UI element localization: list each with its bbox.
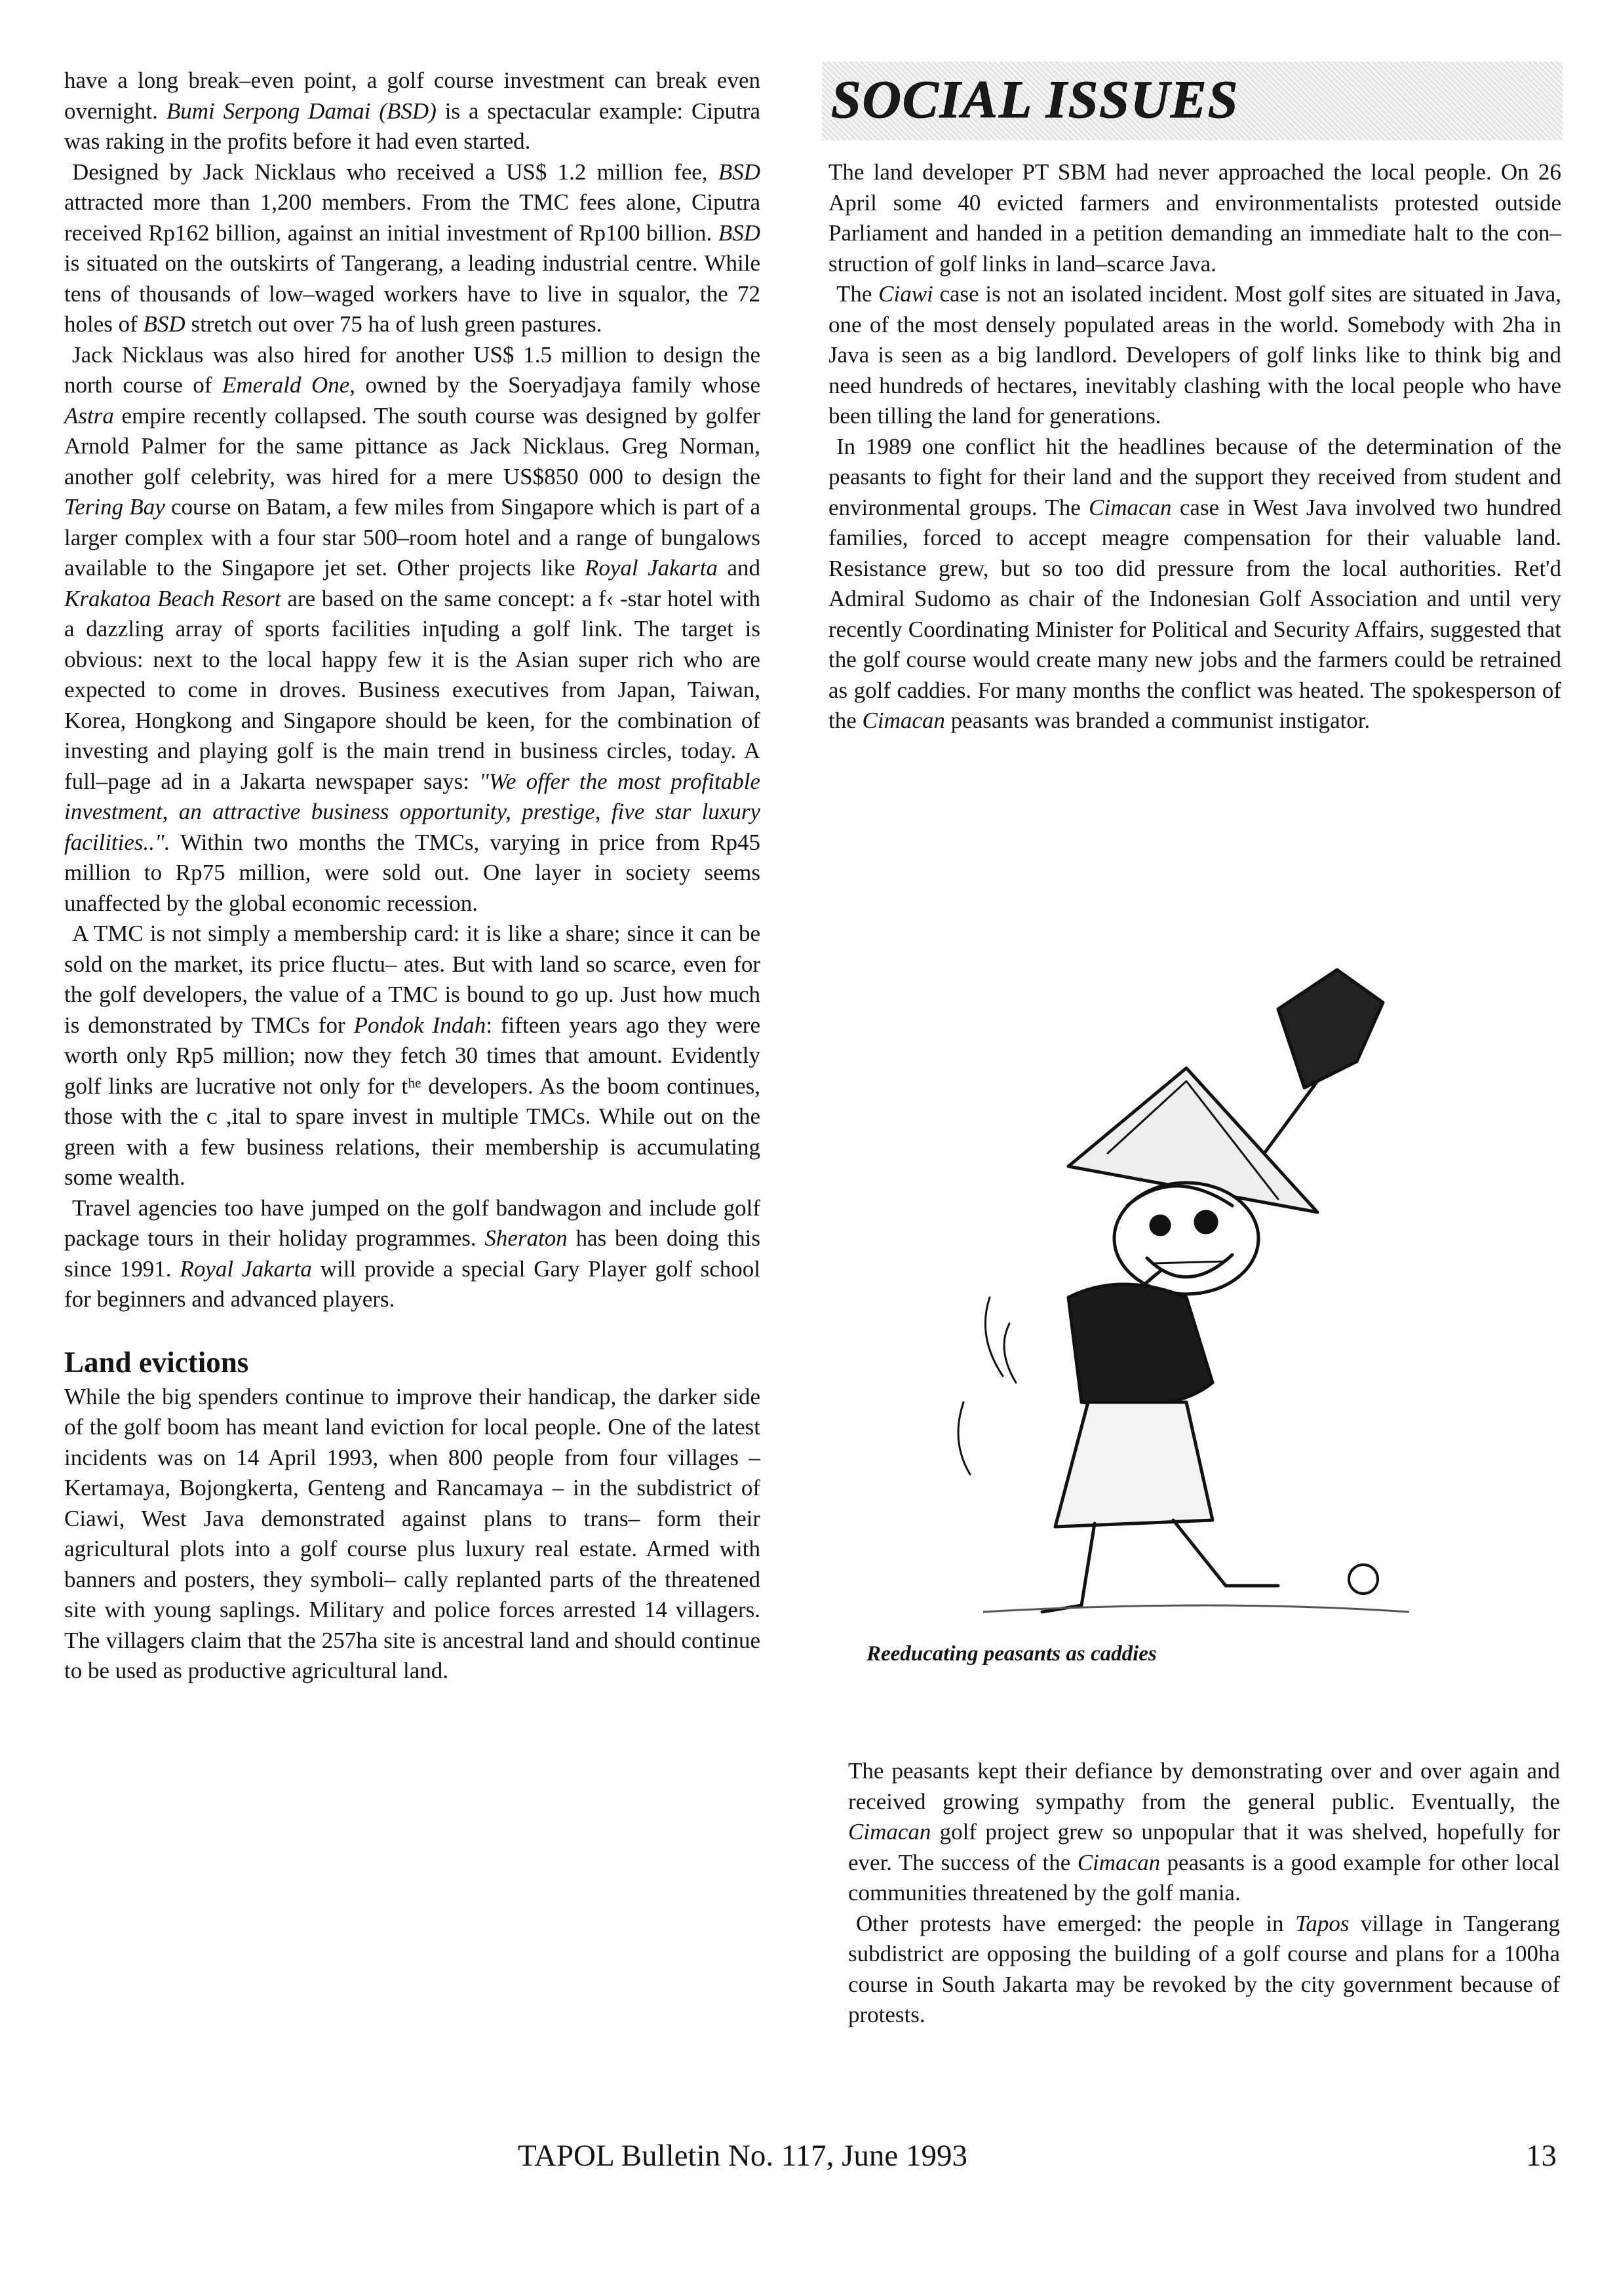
right-column-top bbox=[828, 157, 1561, 737]
paragraph bbox=[828, 432, 1561, 737]
text-run: golf project grew so unpopular that it was shelved, hopefully for ever. The success of the bbox=[848, 1819, 1560, 1875]
paragraph bbox=[64, 157, 760, 340]
italic-text: "We offer the most profitable investment, an attractive business opportunity, prestige, five star luxury facilities..". bbox=[64, 768, 760, 855]
text-run: have a long break–even point, a golf course investment can break even overnight. bbox=[64, 67, 760, 124]
italic-text: Cimacan bbox=[862, 708, 945, 733]
text-run: peasants is a good example for other local communities threatened by the golf mania. bbox=[848, 1849, 1560, 1905]
section-title: SOCIAL ISSUES bbox=[831, 69, 1239, 129]
golf-ball bbox=[1349, 1565, 1378, 1594]
italic-text: Cimacan bbox=[1077, 1849, 1161, 1875]
publication-title: TAPOL Bulletin No. 117, June 1993 bbox=[518, 2139, 967, 2173]
page-number: 13 bbox=[1526, 2139, 1557, 2173]
italic-text: Royal Jakarta bbox=[584, 555, 718, 581]
paragraph bbox=[64, 340, 760, 919]
paragraph bbox=[848, 1909, 1560, 2031]
italic-text: Ciawi bbox=[878, 281, 933, 307]
paragraph bbox=[828, 279, 1561, 432]
text-run: attracted more than 1,200 members. From the TMC fees alone, Ciputra received Rp162 billion, against an initial investment of Rp100 billion. bbox=[64, 189, 760, 246]
italic-text: Tapos bbox=[1295, 1910, 1350, 1936]
section-heading: Land evictions bbox=[64, 1345, 249, 1379]
text-run: Jack Nicklaus was also hired for another US$ 1.5 million to design the north course of bbox=[64, 341, 760, 398]
golf-club-head bbox=[1278, 970, 1383, 1088]
italic-text: Cimacan bbox=[1089, 494, 1172, 520]
italic-text: Tering Bay bbox=[64, 494, 165, 520]
jacket bbox=[1068, 1284, 1213, 1406]
text-run: : fifteen years ago they were worth only Rp5 million; now they fetch 30 times that amount. Evidently golf links are lucrative not only for tʰᵉ developers. As the boom continues, those with the ᴄ ,ital to spare invest in multiple TMCs. While out on the green with a few business relations, their membership is accumulating some wealth. bbox=[64, 1012, 760, 1190]
paragraph bbox=[828, 157, 1561, 279]
italic-text: BSD bbox=[143, 311, 185, 337]
text-run: Within two months the TMCs, varying in price from Rp45 million to Rp75 million, were sold out. One layer in society seems unaffected by the global economic recession. bbox=[64, 829, 760, 916]
text-run: Other protests have emerged: the people in bbox=[856, 1910, 1296, 1936]
text-run: While the big spenders continue to improve their handicap, the darker side of the golf boom has meant land eviction for local people. One of the latest incidents was on 14 April 1993, when 800 people from four villages – Kertamaya, Bojongkerta, Genteng and Rancamaya – in the subdistrict of Ciawi, West Java demonstrated against plans to trans– form their agricultural plots into a golf course plus luxury real estate. Armed with banners and posters, they symboli– cally replanted parts of the threatened site with young saplings. Military and police forces arrested 14 villagers. The villagers claim that the 257ha site is ancestral land and should continue to be used as productive agricultural land. bbox=[64, 1383, 760, 1683]
italic-text: Cimacan bbox=[848, 1819, 931, 1845]
italic-text: Bumi Serpong Damai (BSD) bbox=[166, 98, 437, 124]
paragraph bbox=[64, 1193, 760, 1315]
text-run: peasants was branded a communist instigator. bbox=[944, 708, 1371, 733]
paragraph bbox=[64, 1382, 760, 1687]
left-column bbox=[64, 66, 760, 1687]
cartoon-caption: Reeducating peasants as caddies bbox=[866, 1642, 1157, 1666]
italic-text: Royal Jakarta bbox=[180, 1255, 312, 1282]
italic-text: Sheraton bbox=[484, 1225, 568, 1251]
text-run: stretch out over 75 ha of lush green pastures. bbox=[185, 311, 602, 337]
text-run: , owned by the Soeryadjaya family whose bbox=[349, 372, 760, 398]
paragraph bbox=[64, 919, 760, 1193]
right-column-bottom bbox=[848, 1756, 1560, 2031]
text-run: is a spectacular example: Ciputra was raking in the profits before it had even started. bbox=[64, 98, 760, 154]
italic-text: Emerald One bbox=[222, 372, 350, 398]
section-title-banner bbox=[822, 62, 1563, 140]
text-run: A TMC is not simply a membership card: it is like a share; since it can be sold on the market, its price fluctu– ates. But with land so scarce, even for the golf developers, the value of a TMC is bound to go up. Just how much is demonstrated by TMCs for bbox=[64, 921, 760, 1038]
text-run: The peasants kept their defiance by demonstrating over and over again and received growing sympathy from the general public. Eventually, the bbox=[848, 1758, 1560, 1814]
text-run: The land developer PT SBM had never approached the local people. On 26 April some 40 evicted farmers and environmentalists protested outside Parliament and handed in a petition demanding an immediate halt to the con– struction of golf links in land–scarce Java. bbox=[828, 159, 1561, 277]
text-run: village in Tangerang subdistrict are opposing the building of a golf course and plans for a 100ha course in South Jakarta may be revoked by the city government because of protests. bbox=[848, 1910, 1560, 2027]
text-run: and bbox=[717, 555, 760, 581]
italic-text: Pondok Indah bbox=[353, 1012, 486, 1038]
text-run: case is not an isolated incident. Most golf sites are situated in Java, one of the most densely populated areas in the world. Somebody with 2ha in Java is seen as a big landlord. Developers of golf links like to think big and need hundreds of hectares, inevitably clashing with the local people who have been tilling the land for generations. bbox=[828, 281, 1561, 429]
text-run: is situated on the outskirts of Tangerang, a leading industrial centre. While tens of thousands of low–waged workers have to live in squalor, the 72 holes of bbox=[64, 250, 760, 337]
text-run: The bbox=[836, 281, 879, 307]
italic-text: BSD bbox=[718, 220, 760, 246]
page-footer bbox=[0, 2137, 1615, 2177]
text-run: will provide a special Gary Player golf school for beginners and advanced players. bbox=[64, 1255, 760, 1312]
text-run: case in West Java involved two hundred families, forced to accept meagre compensation for their valuable land. Resistance grew, but so too did pressure from the local authorities. Ret'd Admiral Sudomo as chair of the Indonesian Golf Association and until very recently Coordinating Minister for Political and Security Affairs, suggested that the golf course would create many new jobs and the farmers could be retrained as golf caddies. For many months the conflict was heated. The spokesperson of the bbox=[828, 494, 1561, 733]
cartoon-illustration bbox=[819, 930, 1566, 1658]
text-run: Travel agencies too have jumped on the golf bandwagon and include golf package tours in their holiday programmes. bbox=[64, 1195, 760, 1251]
italic-text: BSD bbox=[718, 159, 760, 185]
paragraph bbox=[64, 66, 760, 157]
paragraph bbox=[848, 1756, 1560, 1909]
italic-text: Krakatoa Beach Resort bbox=[64, 585, 281, 611]
text-run: Designed by Jack Nicklaus who received a US$ 1.2 million fee, bbox=[72, 159, 718, 185]
text-run: has been doing this since 1991. bbox=[64, 1225, 760, 1282]
text-run: empire recently collapsed. The south course was designed by golfer Arnold Palmer for the same pittance as Jack Nicklaus. Greg Norman, another golf celebrity, was hired for a mere US$850 000 to design the bbox=[64, 402, 760, 489]
text-run: In 1989 one conflict hit the headlines because of the determination of the peasants to fight for their land and the support they received from student and environmental groups. The bbox=[828, 433, 1561, 520]
italic-text: Astra bbox=[64, 402, 114, 429]
text-run: are based on the same concept: a f‹ -star hotel with a dazzling array of sports facilities inꞁuding a golf link. The target is obvious: next to the local happy few it is the Asian super rich who are expected to come in droves. Business executives from Japan, Taiwan, Korea, Hongkong and Singapore should be keen, for the combination of investing and playing golf is the main trend in business circles, today. A full–page ad in a Jakarta newspaper says: bbox=[64, 585, 760, 794]
text-run: course on Batam, a few miles from Singapore which is part of a larger complex with a four star 500–room hotel and a range of bungalows available to the Singapore jet set. Other projects like bbox=[64, 494, 761, 581]
